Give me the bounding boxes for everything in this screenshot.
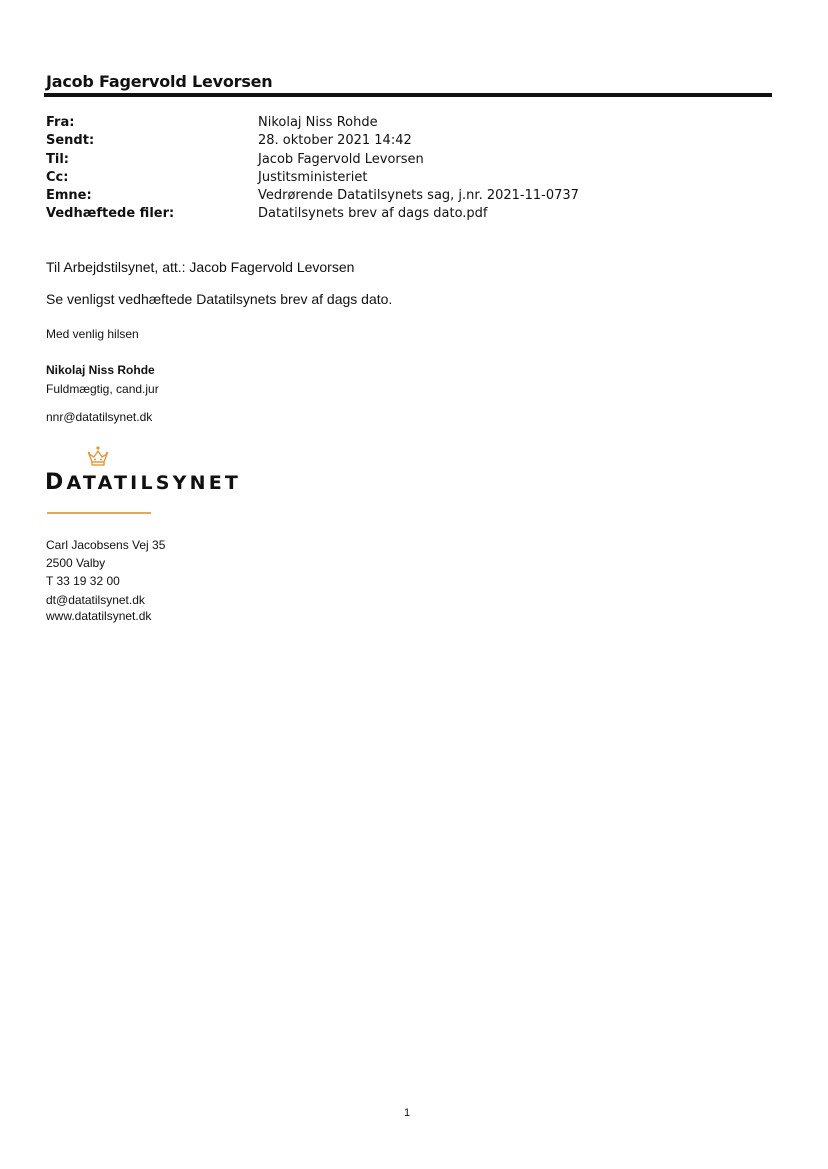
signature-name: Nikolaj Niss Rohde [46, 363, 155, 377]
message-text: Se venligst vedhæftede Datatilsynets brev af dags dato. [46, 291, 393, 307]
meta-label: Cc: [46, 169, 69, 185]
meta-label: Til: [46, 151, 69, 167]
meta-row-from [46, 114, 579, 132]
signature-title: Fuldmægtig, cand.jur [46, 382, 159, 396]
signature-email: nnr@datatilsynet.dk [46, 410, 153, 424]
address-street: Carl Jacobsens Vej 35 [46, 538, 166, 552]
datatilsynet-logo-text [45, 470, 241, 495]
logo-rest: ATATILSYNET [66, 472, 242, 494]
meta-row-to [46, 151, 579, 169]
header-divider [44, 93, 772, 97]
meta-row-attachments [46, 205, 579, 223]
logo-underline [47, 512, 151, 514]
salutation-text: Til Arbejdstilsynet, att.: Jacob Fagervold Levorsen [46, 259, 355, 275]
address-email: dt@datatilsynet.dk [46, 592, 145, 607]
meta-value: Vedrørende Datatilsynets sag, j.nr. 2021-11-0737 [258, 188, 579, 204]
meta-value: Jacob Fagervold Levorsen [258, 151, 424, 167]
meta-row-sent [46, 132, 579, 150]
email-meta-block [46, 114, 579, 224]
address-city: 2500 Valby [46, 556, 106, 571]
logo-initial: D [45, 470, 67, 495]
meta-label: Fra: [46, 115, 75, 130]
meta-label: Vedhæftede filer: [46, 206, 175, 222]
meta-value: Justitsministeriet [258, 169, 368, 185]
address-web: www.datatilsynet.dk [46, 608, 152, 623]
meta-row-cc [46, 169, 579, 187]
attachment-filename: Datatilsynets brev af dags dato.pdf [258, 206, 488, 222]
page-number: 1 [404, 1107, 411, 1119]
meta-label: Sendt: [46, 133, 95, 149]
meta-label: Emne: [46, 188, 92, 204]
meta-row-subject [46, 187, 579, 205]
address-block [46, 536, 165, 624]
meta-value: 28. oktober 2021 14:42 [258, 133, 412, 149]
crown-icon [86, 444, 110, 468]
meta-value: Nikolaj Niss Rohde [258, 115, 378, 130]
header-recipient-name: Jacob Fagervold Levorsen [46, 72, 273, 91]
closing-text: Med venlig hilsen [46, 327, 139, 341]
address-phone: T 33 19 32 00 [46, 574, 120, 589]
